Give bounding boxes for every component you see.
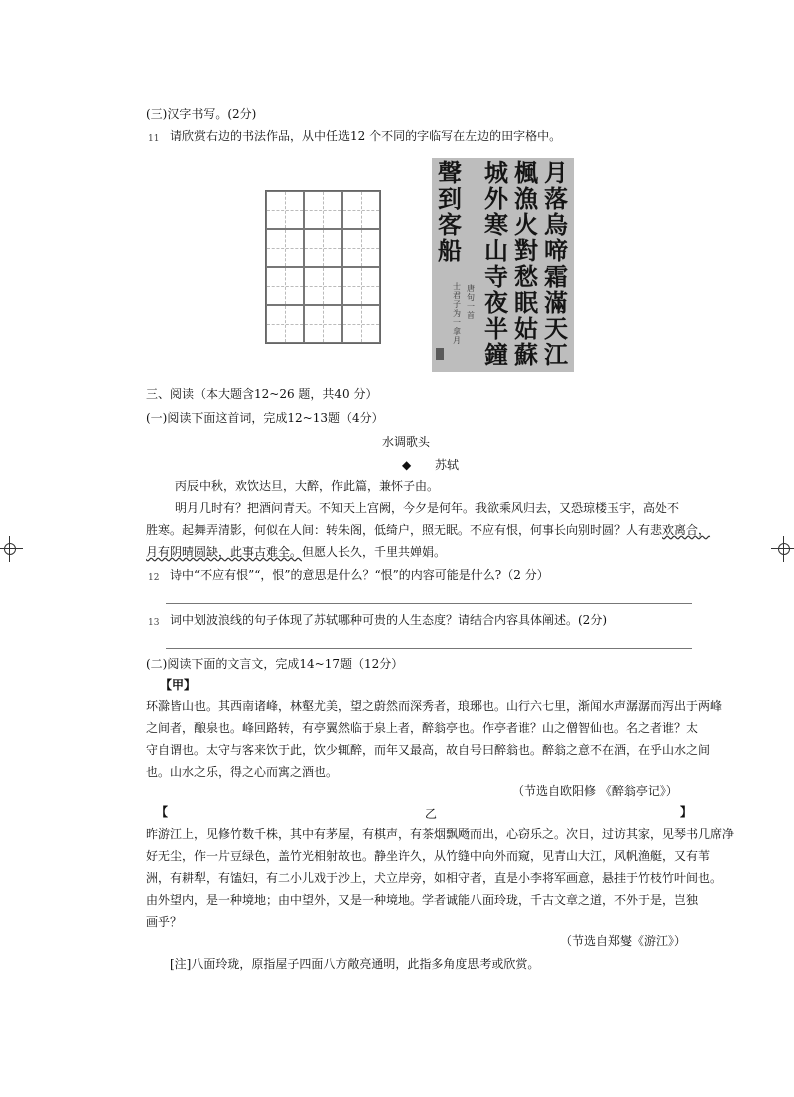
grid-cell[interactable] [304,305,342,343]
poem-line-2-text: 胜寒。起舞弄清影，何似在人间：转朱阁，低绮户，照无眠。不应有恨，何事长向别时圆？人有悲 [146,523,663,537]
question-11-text: 请欣赏右边的书法作品，从中任选12 个不同的字临写在左边的田字格中。 [170,129,562,143]
passage-yi-label: 乙 [425,807,438,821]
answer-line-12[interactable] [166,603,692,604]
poem-line-1: 明月几时有？把酒问青天。不知天上宫阙，今夕是何年。我欲乘风归去，又恐琼楼玉宇，高处不 [175,501,680,515]
passage-jia-label: 【甲】 [160,678,197,692]
passage-yi-line: 昨游江上，见修竹数千株，其中有茅屋，有棋声，有茶烟飘飏而出，心窃乐之。次日，过访其家，见琴书几席净 [146,827,735,841]
passage-jia-source: （节选自欧阳修 《醉翁亭记》） [512,784,678,798]
poem-line-2 [146,522,710,538]
calligraphy-column-2: 楓漁火對愁眠姑蘇 [514,158,538,369]
passage-yi-line: 好无尘，作一片豆绿色，盖竹光相射故也。静坐许久，从竹缝中向外而窥，见青山大江，风帆渔艇，又有苇 [146,849,711,863]
calligraphy-signature-1: 唐句一首 [467,284,475,320]
poem-line-3 [146,544,446,560]
grid-cell[interactable] [342,267,380,305]
poem-wavy-text-1: 欢离合， [662,523,711,537]
grid-cell[interactable] [304,191,342,229]
passage-jia-line: 环滁皆山也。其西南诸峰，林壑尤美，望之蔚然而深秀者，琅琊也。山行六七里，渐闻水声潺潺而泻出于两峰 [146,699,723,713]
part-title-reading: 三、阅读（本大题含12~26 题，共40 分） [146,387,378,401]
calligraphy-column-3: 城外寒山寺夜半鐘 [484,158,508,369]
question-number-12: 12 [148,573,160,583]
grid-cell[interactable] [304,267,342,305]
section-title-writing: (三)汉字书写。(2分) [146,107,257,121]
question-number-13: 13 [148,618,160,628]
calligraphy-signature-2: 士君子为一拿月 [453,282,461,345]
poem-author: 苏轼 [435,458,460,472]
poem-line-3-text: 但愿人长久，千里共婵娟。 [302,545,447,559]
crop-mark-right-icon [777,542,791,556]
grid-cell[interactable] [342,191,380,229]
crop-mark-left-icon [3,542,17,556]
poem-instructions: (一)阅读下面这首词，完成12~13题（4分） [146,411,384,425]
answer-line-13[interactable] [166,648,692,649]
passage-yi-line: 画乎？ [146,915,183,929]
passage-jia-line: 守自谓也。太守与客来饮于此，饮少辄醉，而年又最高，故自号曰醉翁也。醉翁之意不在酒，在乎山水之间 [146,743,711,757]
passage-yi-line: 由外望内，是一种境地；由中望外，又是一种境地。学者诚能八面玲珑，千古文章之道，不外于是，岂独 [146,893,699,907]
question-12-text: 诗中“不应有恨”“，恨”的意思是什么？“恨”的内容可能是什么?（2 分） [170,568,549,582]
poem-author-marker-icon: ◆ [402,458,412,472]
calligraphy-column-4: 聲到客船 [438,158,462,265]
grid-cell[interactable] [304,229,342,267]
tianzige-writing-grid[interactable] [265,190,381,344]
calligraphy-seal-icon [436,348,444,360]
grid-cell[interactable] [342,229,380,267]
poem-preface: 丙辰中秋，欢饮达旦，大醉，作此篇，兼怀子由。 [175,479,440,493]
passage-jia-line: 之间者，酿泉也。峰回路转，有亭翼然临于泉上者，醉翁亭也。作亭者谁？山之僧智仙也。名之者谁？太 [146,721,699,735]
calligraphy-column-1: 月落烏啼霜滿天江 [544,158,568,369]
poem-title: 水调歌头 [382,435,431,449]
poem-wavy-text-2: 月有阴晴圆缺，此事古难全。 [146,545,303,559]
annotation-note: [注]八面玲珑，原指屋子四面八方敞亮通明，此指多角度思考或欣赏。 [170,957,540,971]
calligraphy-artwork [432,158,574,372]
passage-yi-bracket-right: 】 [680,805,693,819]
passage-yi-source: （节选自郑燮《游江》） [560,934,687,948]
prose-instructions: (二)阅读下面的文言文，完成14~17题（12分） [146,657,404,671]
question-13-text: 词中划波浪线的句子体现了苏轼哪种可贵的人生态度？请结合内容具体阐述。(2分) [170,613,608,627]
grid-cell[interactable] [266,191,304,229]
passage-yi-line: 洲，有耕犁，有馌妇，有二小儿戏于沙上，犬立岸旁，如相守者，直是小李将军画意，悬挂于竹枝竹叶间也。 [146,871,723,885]
grid-cell[interactable] [266,267,304,305]
passage-yi-bracket-left: 【 [156,805,169,819]
question-number-11: 11 [148,134,160,144]
passage-jia-line: 也。山水之乐，得之心而寓之酒也。 [146,765,339,779]
grid-cell[interactable] [342,305,380,343]
grid-cell[interactable] [266,305,304,343]
grid-cell[interactable] [266,229,304,267]
